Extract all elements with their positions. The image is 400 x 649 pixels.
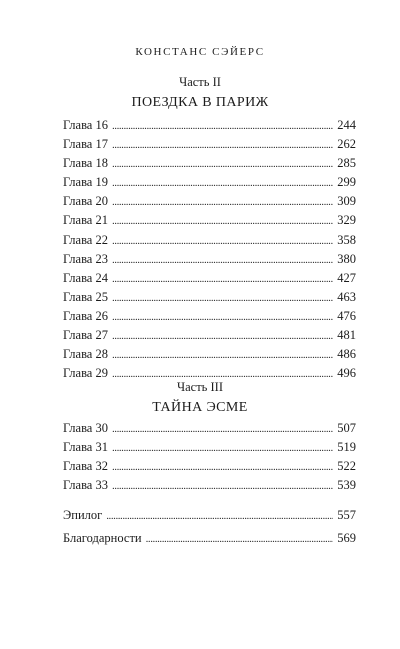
toc-entry-page: 463 [337,289,356,304]
toc-entry-label: Глава 23 [63,251,108,266]
toc-entry-label: Глава 22 [63,232,108,247]
toc-entry-page: 486 [337,347,356,362]
part-2-chapter-list [63,118,356,385]
toc-entry-page: 522 [337,459,356,474]
toc-entry-label: Глава 20 [63,194,108,209]
dot-leader [112,442,333,454]
toc-entry-page: 519 [337,440,356,455]
dot-leader [112,215,333,227]
dot-leader [112,330,333,342]
toc-entry-page: 481 [337,328,356,343]
toc-entry [63,440,356,459]
toc-entry-label: Глава 24 [63,270,108,285]
toc-entry [63,194,356,213]
toc-entry-page: 329 [337,213,356,228]
toc-entry-page: 427 [337,270,356,285]
toc-entry [63,118,356,137]
toc-entry-label: Глава 21 [63,213,108,228]
toc-entry-page: 262 [337,137,356,152]
toc-entry-page: 507 [337,421,356,435]
toc-entry-label: Глава 28 [63,347,108,362]
toc-entry [63,175,356,194]
toc-entry-page: 569 [337,531,356,545]
toc-entry-epilogue [63,508,356,531]
toc-entry-page: 380 [337,251,356,266]
toc-entry [63,156,356,175]
toc-entry-page: 244 [337,118,356,132]
dot-leader [112,368,333,380]
dot-leader [112,139,333,151]
toc-entry [63,137,356,156]
toc-entry-acknowledgements [63,531,356,550]
dot-leader [112,349,333,361]
part-3-title: ТАЙНА ЭСМЕ [152,400,248,415]
dot-leader [112,235,333,247]
toc-entry [63,233,356,252]
toc-entry [63,309,356,328]
toc-entry [63,459,356,478]
toc-entry-label: Глава 19 [63,175,108,190]
toc-entry-label: Глава 16 [63,118,108,132]
dot-leader [146,533,334,545]
part-2-title: ПОЕЗДКА В ПАРИЖ [131,95,269,110]
toc-entry-label: Глава 26 [63,308,108,323]
running-head-author: КОНСТАНС СЭЙЕРС [135,46,265,58]
dot-leader [112,461,333,473]
dot-leader [106,510,333,522]
toc-entry-page: 476 [337,308,356,323]
dot-leader [112,177,333,189]
dot-leader [112,196,333,208]
back-matter-list [63,508,356,550]
toc-entry-page: 309 [337,194,356,209]
toc-entry [63,213,356,232]
toc-entry-label: Благодарности [63,531,142,545]
toc-entry-label: Глава 30 [63,421,108,435]
dot-leader [112,480,333,492]
toc-entry-label: Глава 31 [63,440,108,455]
toc-entry [63,252,356,271]
toc-entry-page: 299 [337,175,356,190]
dot-leader [112,423,333,435]
toc-entry-label: Эпилог [63,508,103,522]
part-3-label: Часть III [177,380,223,394]
dot-leader [112,311,333,323]
toc-entry-label: Глава 27 [63,328,108,343]
toc-entry-page: 557 [337,508,356,522]
toc-entry-page: 285 [337,156,356,171]
toc-entry-label: Глава 18 [63,156,108,171]
toc-entry [63,421,356,440]
toc-entry [63,347,356,366]
toc-entry-page: 358 [337,232,356,247]
toc-entry [63,478,356,497]
part-3-chapter-list [63,421,356,497]
toc-entry-label: Глава 25 [63,289,108,304]
dot-leader [112,254,333,266]
toc-entry-page: 539 [337,478,356,493]
dot-leader [112,158,333,170]
toc-entry [63,290,356,309]
toc-entry [63,271,356,290]
toc-entry-label: Глава 29 [63,366,108,381]
toc-entry-label: Глава 32 [63,459,108,474]
toc-entry [63,328,356,347]
toc-entry-label: Глава 17 [63,137,108,152]
toc-entry-page: 496 [337,366,356,381]
dot-leader [112,292,333,304]
dot-leader [112,120,333,132]
part-2-label: Часть II [179,75,221,89]
dot-leader [112,273,333,285]
toc-entry-label: Глава 33 [63,478,108,493]
